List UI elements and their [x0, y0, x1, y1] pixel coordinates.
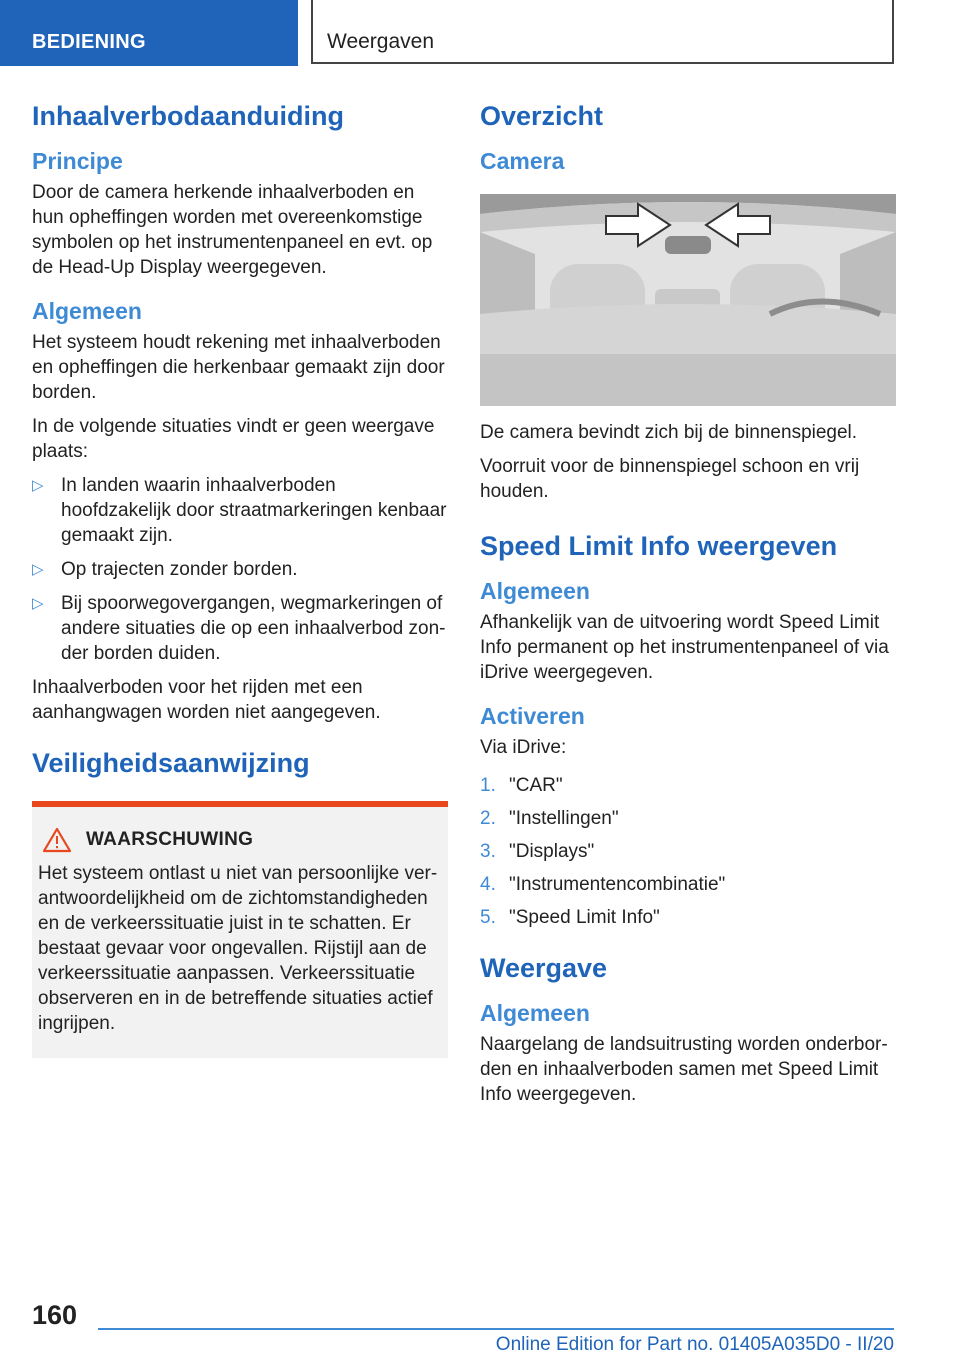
- section-tab: [0, 0, 298, 66]
- list-item: 2. "Instellingen": [480, 807, 619, 829]
- list-item: ▷ Op trajecten zonder borden.: [32, 558, 298, 580]
- warning-title: WAARSCHUWING: [86, 828, 254, 850]
- heading-algemeen-left: Algemeen: [32, 297, 142, 324]
- edition-text: Online Edition for Part no. 01405A035D0 - II/20: [495, 1334, 894, 1355]
- activeren-text: Via iDrive:: [480, 736, 567, 758]
- list-item: 3. "Displays": [480, 840, 595, 862]
- activation-steps: [480, 773, 896, 930]
- chapter-label: Weergaven: [327, 30, 435, 53]
- list-item: ▷ Bij spoorwegovergangen, wegmarkeringen of andere situaties die op een inhaalverbod zonder borden duiden.: [32, 592, 446, 664]
- heading-overzicht: Overzicht: [480, 101, 604, 131]
- triangle-bullet-icon: ▷: [32, 560, 44, 578]
- warning-header: [38, 827, 442, 853]
- camera-location-photo: [480, 194, 896, 406]
- heading-speed-limit: Speed Limit Info weergeven: [480, 530, 838, 561]
- heading-veiligheid: Veiligheidsaanwijzing: [32, 747, 310, 778]
- situation-list: [32, 473, 448, 666]
- algemeen-text-2: In de volgende situaties vindt er geen weergave plaats:: [32, 415, 435, 462]
- list-item: ▷ In landen waarin inhaalverboden hoofdzakelijk door straatmarkeringen kenbaar gemaakt zijn.: [32, 474, 447, 546]
- camera-text-2: Voorruit voor de binnenspiegel schoon en vrij houden.: [480, 455, 860, 502]
- left-column: [32, 100, 448, 1058]
- heading-algemeen-right: Algemeen: [480, 578, 590, 605]
- right-column: [480, 100, 896, 1107]
- heading-weergave: Weergave: [480, 952, 608, 983]
- heading-inhaalverbod: Inhaalverbodaanduiding: [32, 101, 345, 131]
- camera-text-1: De camera bevindt zich bij de binnenspiegel.: [480, 421, 858, 443]
- triangle-bullet-icon: ▷: [32, 476, 44, 494]
- heading-camera: Camera: [480, 148, 565, 175]
- algemeen-text-1: Het systeem houdt rekening met inhaalverboden en opheffingen die herkenbaar gemaakt zijn door borden.: [32, 331, 445, 403]
- warning-text: Het systeem ontlast u niet van persoonlijke verantwoordelijkheid om de zichtomstandigheden en de verkeerssituatie juist in te schatten. Er bestaat gevaar voor ongevallen. Rijstijl aan de verkeerssituatie aanpassen. Verkeerssituatie observeren en in de betreffende situaties actief ingrijpen.: [38, 862, 438, 1034]
- heading-principe: Principe: [32, 148, 123, 175]
- speed-algemeen-text: Afhankelijk van de uitvoering wordt Speed Limit Info permanent op het instrumentenpaneel of via iDrive weergegeven.: [480, 611, 889, 683]
- heading-activeren: Activeren: [480, 702, 585, 729]
- page-header: [0, 0, 960, 66]
- heading-algemeen-weergave: Algemeen: [480, 999, 590, 1026]
- warning-box: [32, 801, 448, 1058]
- list-item: 1. "CAR": [480, 774, 563, 796]
- weergave-text: Naargelang de landsuitrusting worden onderborden en inhaalverboden samen met Speed Limit Info weergegeven.: [480, 1033, 888, 1105]
- section-label: BEDIENING: [32, 31, 146, 53]
- triangle-bullet-icon: ▷: [32, 594, 44, 612]
- algemeen-text-3: Inhaalverboden voor het rijden met een aanhangwagen worden niet aangegeven.: [32, 676, 381, 723]
- footer-divider: [98, 1328, 894, 1330]
- page-number: 160: [32, 1300, 78, 1330]
- principe-text: Door de camera herkende inhaalverboden en hun opheffingen worden met overeenkomstige symbolen op het instrumentenpaneel en evt. op de Head-Up Display weergegeven.: [32, 181, 433, 278]
- list-item: 5. "Speed Limit Info": [480, 906, 660, 928]
- list-item: 4. "Instrumentencombinatie": [480, 873, 726, 895]
- car-interior-illustration: [480, 194, 896, 406]
- warning-triangle-icon: [42, 827, 72, 853]
- chapter-tab: [311, 0, 894, 64]
